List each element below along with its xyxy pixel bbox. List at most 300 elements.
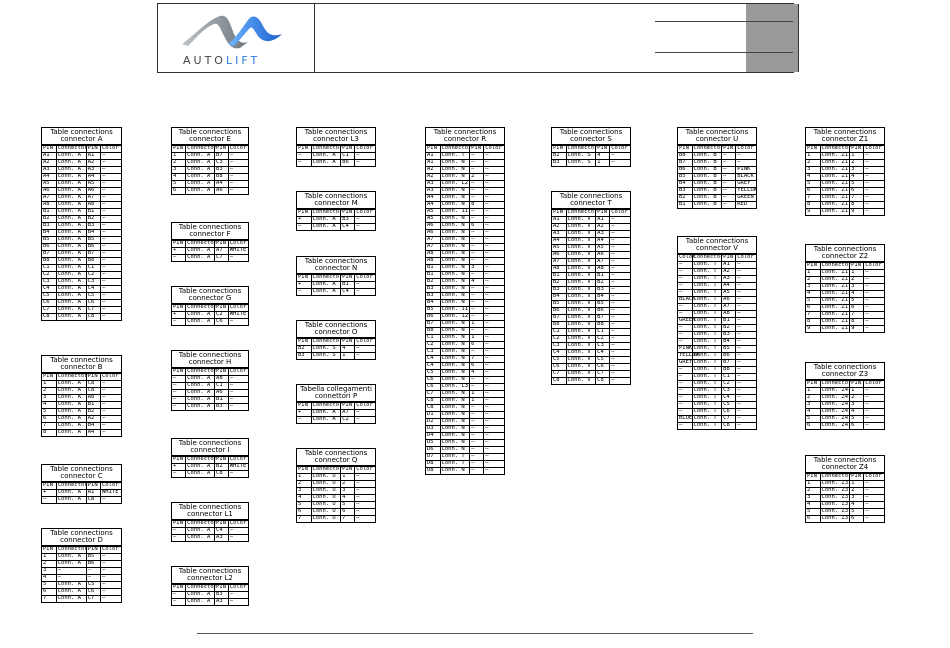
table-row [552, 343, 630, 350]
column-header: PIN [86, 483, 100, 490]
table-cell: Conn. T [692, 325, 722, 332]
table-title: Table connections connector U [678, 128, 756, 145]
table-cell: Conn. A [56, 596, 86, 603]
table-cell: Conn. B [692, 153, 722, 160]
table-row [172, 153, 248, 160]
table-cell: B6 [722, 353, 736, 360]
table-cell: – [484, 223, 504, 230]
table-cell: Conn. U [311, 509, 341, 516]
title-block [157, 3, 794, 73]
table-row [172, 174, 248, 181]
table-cell: Conn. T [692, 283, 722, 290]
table-cell: Conn. T [692, 318, 722, 325]
table-cell: 4 [172, 174, 186, 181]
table-cell: – [100, 381, 121, 388]
table-cell: – [470, 433, 484, 440]
table-row [42, 596, 121, 603]
table-cell: – [864, 388, 884, 395]
table-cell: – [736, 297, 756, 304]
table-row [42, 300, 121, 307]
column-header: Connector [187, 145, 217, 152]
table-cell: Conn. N [440, 286, 470, 293]
table-cell: 2 [42, 561, 56, 568]
table-cell: A8 [42, 202, 56, 209]
table-cell: C2 [552, 336, 566, 343]
table-cell: B5 [86, 554, 100, 561]
table-title: Table connections connector Z3 [806, 363, 884, 380]
column-header: PIN [341, 467, 355, 474]
table-cell: – [736, 395, 756, 402]
table-cell: – [736, 290, 756, 297]
table-cell: – [610, 238, 630, 245]
table-cell: 3 [806, 495, 820, 502]
column-header: Connector [187, 584, 217, 591]
table-cell: Conn. Z1 [821, 187, 849, 194]
title-cell [314, 4, 747, 72]
table-cell: – [722, 202, 736, 209]
table-title: Table connections connector T [552, 192, 630, 209]
table-cell: C4 [552, 350, 566, 357]
connector-table-s [551, 127, 631, 167]
table-cell: Conn. N [440, 223, 470, 230]
table-row [426, 391, 504, 398]
table-cell: A5 [426, 209, 440, 216]
table-cell: Conn. Z1 [821, 276, 849, 283]
table-cell: Conn. A [56, 497, 86, 504]
connector-table-v [677, 236, 757, 430]
table-cell: – [100, 244, 121, 251]
table-cell: Conn. N [440, 335, 470, 342]
column-header: PIN [850, 146, 864, 153]
table-row [678, 325, 756, 332]
table-cell: Conn. N [440, 265, 470, 272]
table-cell: – [228, 383, 248, 390]
table-cell: – [484, 167, 504, 174]
table-cell: A1 [86, 490, 100, 497]
table-cell: 3 [42, 395, 56, 402]
table-cell: B5 [722, 346, 736, 353]
table-row [297, 481, 375, 488]
table-cell: 6 [42, 589, 56, 596]
table-cell: – [678, 381, 692, 388]
table-cell: 1 [42, 381, 56, 388]
table-cell: A3 [42, 167, 56, 174]
table-cell: – [42, 497, 56, 504]
table-cell: Conn. N [440, 195, 470, 202]
table-title: Tabella collegamenti connettori P [297, 385, 375, 402]
table-cell: Conn. V [566, 329, 596, 336]
column-header: PIN [470, 146, 484, 153]
table-cell: – [864, 312, 884, 319]
table-row [426, 349, 504, 356]
table-cell: 2 [172, 160, 186, 167]
table-cell: Conn. A [186, 312, 215, 319]
table-cell: Conn. A [186, 160, 215, 167]
table-cell: Conn. N [440, 230, 470, 237]
table-cell: – [100, 430, 121, 437]
table-cell: Conn. A [56, 167, 86, 174]
table-cell: – [736, 367, 756, 374]
table-row [426, 335, 504, 342]
column-header: Connector [312, 209, 343, 216]
table-cell: – [484, 447, 504, 454]
column-header: PIN [678, 146, 692, 153]
table-cell: 1 [470, 398, 484, 405]
table-cell: 7 [850, 312, 864, 319]
table-cell: 7 [850, 195, 864, 202]
table-cell: A1 [596, 217, 610, 224]
table-cell: – [172, 383, 186, 390]
table-row [297, 474, 375, 481]
table-cell: – [100, 416, 121, 423]
table-row [297, 516, 375, 523]
table-cell: Conn. A [311, 417, 341, 424]
table-cell: B8 [426, 328, 440, 335]
table-cell: 5 [806, 298, 820, 305]
table-cell: 8 [42, 430, 56, 437]
table-cell: Conn. V [566, 280, 596, 287]
table-cell: 2 [850, 160, 864, 167]
table-cell: – [100, 582, 121, 589]
column-header: PIN [722, 255, 736, 262]
column-header: PIN [341, 146, 355, 153]
table-cell: A1 [426, 160, 440, 167]
table-cell: – [470, 300, 484, 307]
column-header: PIN [426, 146, 440, 153]
table-cell: Conn. 12 [441, 313, 469, 320]
table-cell: C8 [722, 423, 736, 430]
column-header: PIN [297, 275, 311, 282]
table-cell: A7 [86, 195, 100, 202]
table-row [42, 409, 121, 416]
table-cell: – [864, 291, 884, 298]
table-cell: Conn. A [186, 471, 215, 478]
table-cell: C2 [86, 272, 100, 279]
column-header: PIN [86, 374, 100, 381]
column-header: PIN [850, 263, 864, 270]
table-cell: – [736, 360, 756, 367]
table-cell: Conn. V [566, 357, 596, 364]
table-cell: – [355, 474, 375, 481]
table-cell: A8 [426, 251, 440, 258]
table-cell: C5 [426, 370, 440, 377]
table-row [426, 223, 504, 230]
column-header: Connector [57, 373, 88, 380]
table-row [426, 321, 504, 328]
table-cell: – [470, 195, 484, 202]
table-cell: B8 [722, 367, 736, 374]
table-cell: A8 [426, 258, 440, 265]
table-row [426, 258, 504, 265]
table-cell: Conn. A [56, 258, 86, 265]
table-cell: – [484, 237, 504, 244]
table-cell: B6 [596, 308, 610, 315]
table-cell: – [484, 307, 504, 314]
table-cell: – [228, 397, 248, 404]
table-cell: C7 [86, 307, 100, 314]
connector-table-b [41, 355, 122, 437]
table-cell: Conn. S [311, 346, 341, 353]
connector-table-l1 [171, 502, 249, 542]
table-row [42, 423, 121, 430]
column-header: Connector [57, 482, 88, 489]
table-cell: – [484, 363, 504, 370]
table-cell: – [610, 217, 630, 224]
footer-line [197, 633, 753, 634]
table-row [42, 195, 121, 202]
table-cell: Conn. U [311, 502, 341, 509]
table-cell: – [172, 592, 186, 599]
table-title: Table connections connector Z4 [806, 456, 884, 473]
table-cell: – [484, 258, 504, 265]
table-cell: 1 [341, 353, 355, 360]
column-header: PIN [341, 403, 355, 410]
table-cell: B1 [426, 265, 440, 272]
table-cell: Conn. N [440, 321, 470, 328]
table-cell: – [610, 266, 630, 273]
table-row [426, 279, 504, 286]
table-cell: 6 [850, 516, 864, 523]
table-cell: Conn. V [566, 287, 596, 294]
table-title: Table connections connector G [172, 287, 248, 304]
table-cell: – [484, 181, 504, 188]
table-cell: 1 [850, 153, 864, 160]
table-cell: B3 [341, 217, 355, 224]
table-cell: 4 [42, 575, 56, 582]
table-cell: 3 [850, 284, 864, 291]
table-cell: B6 [552, 308, 566, 315]
table-cell: Conn. N [440, 468, 470, 475]
table-cell: 6 [850, 188, 864, 195]
table-row [172, 376, 248, 383]
table-cell: – [864, 516, 884, 523]
column-header: PIN [806, 263, 820, 270]
table-cell: – [678, 311, 692, 318]
table-cell: – [172, 376, 186, 383]
table-cell: WHITE [229, 311, 247, 318]
table-cell: – [610, 336, 630, 343]
column-header: PIN [172, 457, 186, 464]
table-cell: B4 [596, 294, 610, 301]
table-cell: – [610, 371, 630, 378]
table-cell: Conn. B [692, 174, 722, 181]
table-row [678, 276, 756, 283]
table-row [172, 535, 248, 542]
table-cell: Conn. A [56, 251, 86, 258]
table-cell: Conn. A [186, 464, 215, 471]
table-cell: – [470, 293, 484, 300]
table-cell: 2 [806, 277, 820, 284]
table-row [297, 224, 375, 231]
table-cell: A2 [552, 224, 566, 231]
table-cell: Conn. Z3 [821, 487, 849, 494]
table-cell: – [100, 209, 121, 216]
column-header: Connector [693, 254, 724, 261]
table-row [426, 412, 504, 419]
table-cell: – [722, 174, 736, 181]
table-cell: Conn. A [311, 282, 341, 289]
column-header: Connector [187, 368, 217, 375]
table-cell: – [470, 188, 484, 195]
table-title: Table connections connector M [297, 192, 375, 209]
table-title: Table connections connector L2 [172, 567, 248, 584]
table-cell: Conn. V [566, 217, 596, 224]
table-cell: A5 [552, 245, 566, 252]
table-row [42, 188, 121, 195]
table-row [297, 282, 375, 289]
table-row [806, 423, 884, 430]
table-cell: – [355, 481, 375, 488]
table-cell: – [470, 160, 484, 167]
column-header: PIN [172, 585, 186, 592]
column-header: PIN [172, 146, 186, 153]
table-cell: Conn. N [440, 440, 470, 447]
table-cell: Conn. Z1 [821, 318, 849, 325]
table-cell: – [864, 402, 884, 409]
table-row [297, 353, 375, 360]
table-cell: Conn. A [56, 314, 86, 321]
table-cell: C8 [86, 314, 100, 321]
table-cell: 6 [297, 509, 311, 516]
table-cell: – [864, 326, 884, 333]
table-cell: – [470, 468, 484, 475]
table-cell: – [484, 265, 504, 272]
table-cell: 6 [42, 416, 56, 423]
column-header: Color [100, 146, 121, 153]
table-cell: – [470, 384, 484, 391]
table-cell: – [172, 404, 186, 411]
table-cell: A3 [722, 276, 736, 283]
table-cell: B3 [722, 332, 736, 339]
table-cell: 4 [341, 495, 355, 502]
table-row [426, 384, 504, 391]
table-cell: 1 [806, 481, 820, 488]
table-cell: Conn. N [440, 356, 470, 363]
table-cell: C8 [426, 405, 440, 412]
table-cell: – [228, 471, 248, 478]
table-row [552, 350, 630, 357]
table-cell: Conn. A [56, 209, 86, 216]
table-row [426, 440, 504, 447]
table-cell: 2 [341, 481, 355, 488]
table-row [806, 516, 884, 523]
table-cell: – [100, 216, 121, 223]
table-cell: – [355, 410, 375, 417]
table-row [42, 307, 121, 314]
autolift-logo-icon [158, 4, 314, 54]
table-cell: – [484, 454, 504, 461]
table-cell: C5 [86, 293, 100, 300]
table-cell: A7 [426, 244, 440, 251]
brand-text-a: AUTO [183, 54, 226, 67]
table-row [552, 266, 630, 273]
table-cell: – [297, 417, 311, 424]
table-cell: B3 [552, 160, 566, 167]
table-cell: – [678, 367, 692, 374]
table-cell: – [736, 262, 756, 269]
table-cell: Conn. A [186, 592, 215, 599]
table-cell: – [484, 398, 504, 405]
table-row [172, 181, 248, 188]
table-cell: B2 [678, 195, 692, 202]
connector-table-u [677, 127, 757, 209]
column-header: PIN [215, 521, 229, 528]
table-title: Table connections connector V [678, 237, 756, 254]
table-cell: Conn. A [56, 279, 86, 286]
table-cell: – [736, 339, 756, 346]
table-row [426, 286, 504, 293]
table-row [426, 328, 504, 335]
table-cell: B4 [86, 423, 100, 430]
table-cell: 6 [806, 305, 820, 312]
table-cell: B1 [426, 272, 440, 279]
table-cell: – [355, 353, 375, 360]
table-cell: 6 [470, 342, 484, 349]
table-row [297, 502, 375, 509]
table-cell: B4 [86, 230, 100, 237]
table-cell: – [610, 280, 630, 287]
table-cell: C4 [86, 286, 100, 293]
table-title: Table connections connector L1 [172, 503, 248, 520]
table-cell: – [100, 181, 121, 188]
table-title: Table connections connector D [42, 529, 121, 546]
table-cell: A7 [426, 237, 440, 244]
column-header: Connector [821, 145, 852, 152]
table-cell: C6 [215, 319, 229, 326]
table-cell: – [100, 251, 121, 258]
table-cell: – [470, 251, 484, 258]
table-row [42, 223, 121, 230]
table-cell: GREEN [679, 317, 696, 324]
table-cell: – [484, 391, 504, 398]
table-cell: Conn. T [692, 262, 722, 269]
table-row [552, 357, 630, 364]
table-cell: – [610, 259, 630, 266]
connector-table-l3 [296, 127, 376, 167]
table-cell: C1 [215, 383, 229, 390]
table-cell: B5 [596, 301, 610, 308]
column-header: Color [229, 520, 247, 527]
table-cell: B5 [426, 307, 440, 314]
table-cell: Conn. V [566, 252, 596, 259]
table-cell: 6 [850, 423, 864, 430]
table-cell: Conn. B [692, 160, 722, 167]
table-cell: – [484, 244, 504, 251]
table-cell: – [470, 328, 484, 335]
table-cell: Conn. V [566, 371, 596, 378]
table-cell: – [736, 353, 756, 360]
table-row [426, 195, 504, 202]
table-row [552, 160, 630, 167]
table-cell: Conn. 11 [441, 306, 469, 313]
table-cell: 5 [850, 181, 864, 188]
table-cell: A3 [426, 188, 440, 195]
table-cell: Conn. T [692, 381, 722, 388]
table-row [552, 378, 630, 385]
table-cell: – [610, 231, 630, 238]
table-cell: B7 [42, 251, 56, 258]
table-cell: Conn. T [692, 304, 722, 311]
table-row [678, 318, 756, 325]
column-header: Color [610, 146, 630, 153]
column-header: Color [100, 483, 121, 490]
table-row [552, 308, 630, 315]
table-cell: Conn. V [566, 231, 596, 238]
table-cell: Conn. T [692, 409, 722, 416]
table-cell: B3 [596, 287, 610, 294]
column-header: Color [355, 146, 375, 153]
table-cell: – [100, 395, 121, 402]
